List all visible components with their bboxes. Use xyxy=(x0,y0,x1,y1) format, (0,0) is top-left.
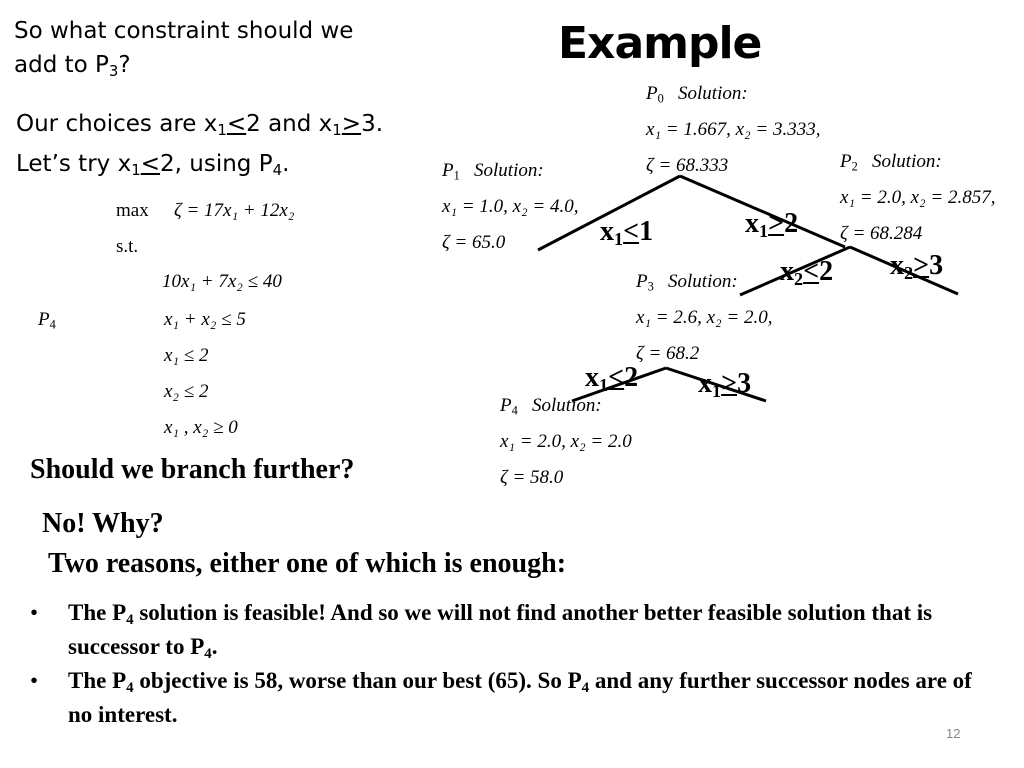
choices-line-2: Let’s try $x_1<2$, using $P_4$. xyxy=(16,151,290,180)
node-p1: $P_1$ Solution: x₁ = 1.0, x₂ = 4.0, ζ = 65.0 xyxy=(442,160,579,253)
model-constraint-5: x₁ , x₂ ≥ 0 xyxy=(164,417,238,438)
answer-text: No! Why? xyxy=(42,508,164,539)
branch-label-p5: $x_1>3$ xyxy=(698,368,752,402)
reasons-text: Two reasons, either one of which is enough: xyxy=(48,548,567,579)
reason-2: • The $P_4$ objective is 58, worse than our best (65). So $P_4$ and any further successor nodes are of no interest. xyxy=(30,664,990,732)
branch-label-p1: $x_1<1$ xyxy=(600,216,654,250)
branch-label-p3: $x_2<2$ xyxy=(780,256,834,290)
reasons-list xyxy=(30,596,990,732)
branch-label-p2: $x_1>2$ xyxy=(745,208,799,242)
bullet-icon: • xyxy=(30,668,39,693)
model-constraint-3: x₁ ≤ 2 xyxy=(164,345,209,366)
model-name: $P_4$ xyxy=(38,309,56,332)
question-line-1: So what constraint should we xyxy=(14,18,354,44)
node-p3: $P_3$ Solution: x₁ = 2.6, x₂ = 2.0, ζ = 68.2 xyxy=(636,271,773,364)
node-p4: $P_4$ Solution: x₁ = 2.0, x₂ = 2.0 ζ = 58.0 xyxy=(500,395,632,488)
node-p2: $P_2$ Solution: x₁ = 2.0, x₂ = 2.857, ζ = 68.284 xyxy=(840,151,996,244)
choices-line-1: Our choices are $x_1<2$ and $x_1>3$. xyxy=(16,111,384,140)
page-number: 12 xyxy=(946,726,961,741)
bullet-icon: • xyxy=(30,600,39,625)
model-objective: ζ = 17x₁ + 12x₂ xyxy=(174,200,295,221)
reason-1: • The $P_4$ solution is feasible! And so we will not find another better feasible solution that is successor to $P_4$. xyxy=(30,596,990,664)
node-p0: $P_0$ Solution: x₁ = 1.667, x₂ = 3.333, ζ = 68.333 xyxy=(646,83,821,176)
model-st-label: s.t. xyxy=(116,236,139,257)
branch-question: Should we branch further? xyxy=(30,454,355,485)
model-constraint-2: x₁ + x₂ ≤ 5 xyxy=(164,309,246,330)
question-line-2: add to $P_3$? xyxy=(14,52,131,81)
model-constraint-1: 10x₁ + 7x₂ ≤ 40 xyxy=(162,271,282,292)
branch-label-p2b: $x_2>3$ xyxy=(890,250,944,284)
branch-label-p4: $x_1<2$ xyxy=(585,362,639,396)
model-constraint-4: x₂ ≤ 2 xyxy=(164,381,209,402)
model-max-label: max xyxy=(116,200,149,221)
slide-title: Example xyxy=(558,18,762,69)
